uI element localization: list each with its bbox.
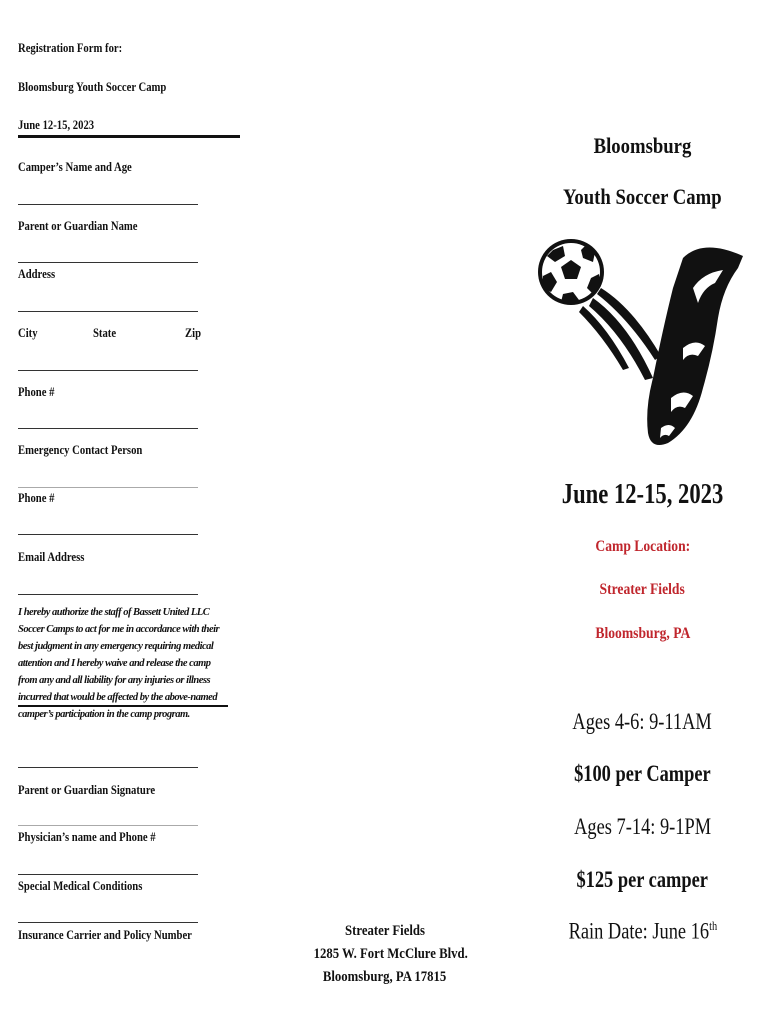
insurance-field[interactable]: [18, 922, 198, 923]
rain-date-text: Rain Date: June 16: [568, 918, 709, 944]
signature-field[interactable]: [18, 767, 198, 768]
email-label: Email Address: [18, 549, 85, 564]
medical-authorization-text: I hereby authorize the staff of Bassett United LLC Soccer Camps to act for me in accordance with their best judgment in any emergency requiring medical attention and I hereby waive and release the camp from any and all liability for any injuries or illness incurred that would be affected by the above-named camper’s participation in the camp program.: [18, 607, 220, 720]
mailing-address: [300, 920, 470, 989]
physician-field[interactable]: [18, 825, 198, 826]
price-group-2: $125 per camper: [576, 867, 709, 892]
camp-location-city: Bloomsburg, PA: [595, 625, 690, 642]
emergency-phone-field[interactable]: [18, 534, 198, 535]
emergency-contact-label: Emergency Contact Person: [18, 442, 143, 457]
camper-name-field[interactable]: [18, 204, 198, 205]
flyer-title-line-2: Youth Soccer Camp: [563, 184, 722, 209]
motion-streaks-icon: [579, 288, 661, 380]
address-line-2: 1285 W. Fort McClure Blvd.: [313, 946, 468, 962]
rain-date: [535, 918, 750, 945]
address-line-1: Streater Fields: [345, 923, 425, 939]
flyer-title-line-1: Bloomsburg: [593, 133, 692, 158]
phone-field[interactable]: [18, 428, 198, 429]
parent-name-field[interactable]: [18, 262, 198, 263]
form-heading: Registration Form for:: [18, 40, 123, 55]
address-line-3: Bloomsburg, PA 17815: [323, 969, 447, 985]
address-label: Address: [18, 266, 56, 281]
age-group-2: Ages 7-14: 9-1PM: [573, 814, 711, 839]
flyer-date: June 12-15, 2023: [561, 478, 724, 510]
parent-name-label: Parent or Guardian Name: [18, 218, 138, 233]
soccer-ball-icon: [538, 239, 604, 305]
physician-label: Physician’s name and Phone #: [18, 829, 156, 844]
camp-location-name: Streater Fields: [599, 581, 686, 598]
emergency-phone-label: Phone #: [18, 490, 55, 505]
camper-name-label: Camper’s Name and Age: [18, 159, 132, 174]
city-state-zip-field[interactable]: [18, 370, 198, 371]
medical-conditions-field[interactable]: [18, 874, 198, 875]
soccer-cleat-icon: [647, 247, 743, 445]
zip-label: Zip: [185, 325, 202, 340]
price-group-1: $100 per Camper: [574, 761, 711, 786]
signature-label: Parent or Guardian Signature: [18, 782, 156, 797]
header-divider: [18, 135, 240, 138]
phone-label: Phone #: [18, 384, 55, 399]
form-camp-name: Bloomsburg Youth Soccer Camp: [18, 79, 167, 94]
legal-divider: [18, 705, 228, 707]
emergency-contact-field[interactable]: [18, 487, 198, 488]
state-label: State: [93, 325, 117, 340]
insurance-label: Insurance Carrier and Policy Number: [18, 927, 192, 942]
age-group-1: Ages 4-6: 9-11AM: [572, 709, 713, 734]
rain-date-suffix: th: [708, 918, 717, 933]
email-field[interactable]: [18, 594, 198, 595]
address-field[interactable]: [18, 311, 198, 312]
soccer-kick-illustration: [533, 228, 748, 458]
camp-location-label: Camp Location:: [595, 538, 690, 555]
city-label: City: [18, 325, 38, 340]
medical-conditions-label: Special Medical Conditions: [18, 878, 143, 893]
form-camp-dates: June 12-15, 2023: [18, 117, 95, 132]
